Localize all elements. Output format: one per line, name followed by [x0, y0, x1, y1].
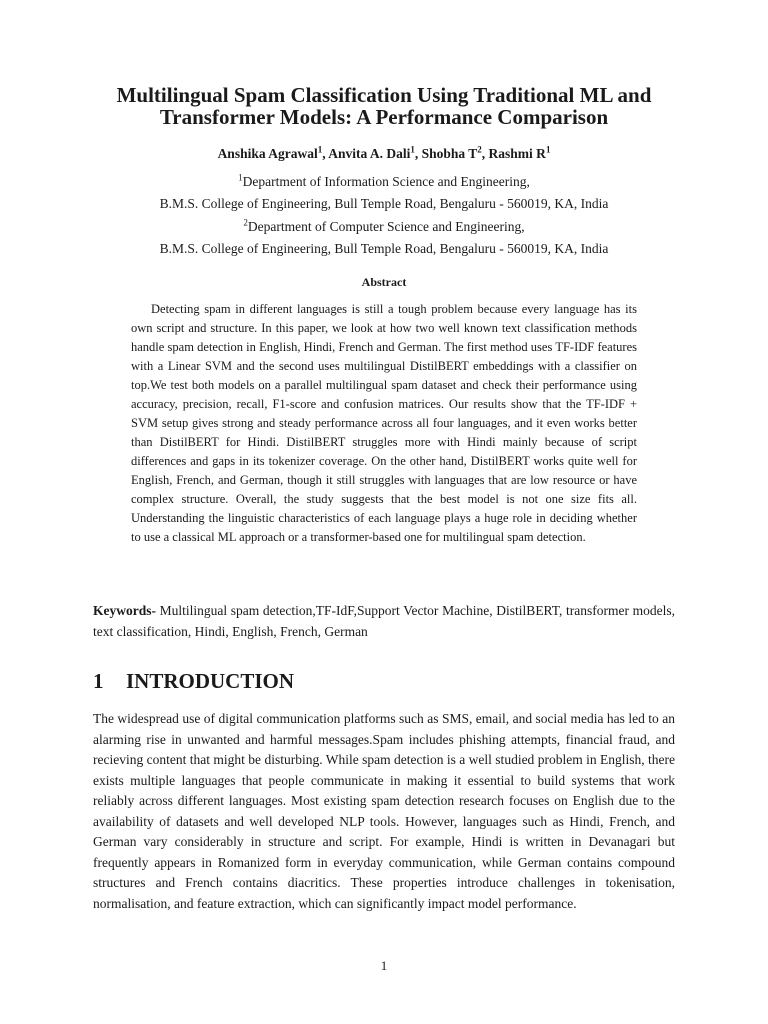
affiliation-1: [60, 171, 708, 215]
affiliation-address: B.M.S. College of Engineering, Bull Temple Road, Bengaluru - 560019, KA, India: [159, 241, 609, 256]
author: [328, 146, 421, 161]
affiliation-2: [60, 216, 708, 260]
paper-title: [60, 84, 708, 128]
author-separator: ,: [414, 146, 422, 161]
author-separator: ,: [481, 146, 489, 161]
section-title: INTRODUCTION: [126, 669, 295, 693]
author-affiliation-marker: 1: [410, 144, 415, 155]
author: [489, 146, 551, 161]
author-affiliation-marker: 2: [477, 144, 482, 155]
affiliation-department: $^2$Department of Computer Science and Engineering,: [243, 217, 525, 234]
affiliation-marker: 1: [238, 172, 243, 183]
keywords: [93, 600, 675, 642]
keywords-label: Keywords-: [93, 603, 156, 618]
author-name: Anvita A. Dali: [328, 146, 411, 161]
abstract-text: Detecting spam in different languages is still a tough problem because every language has its own script and structure. In this paper, we look at how two well known text classification methods handle spam detection in English, Hindi, French and German. The first method uses TF-IDF features with a Linear SVM and the second uses multilingual DistilBERT embeddings with a classifier on top.We test both models on a parallel multilingual spam dataset and check their performance using accuracy, precision, recall, F1-score and confusion matrices. Our results show that the TF-IDF + SVM setup gives strong and steady performance across all four languages, and it even works better than DistilBERT for Hindi. DistilBERT struggles more with Hindi mainly because of script differences and gaps in its tokenizer coverage. On the other hand, DistilBERT works quite well for English, French, and German, though it still struggles with languages that are low resource or have complex structure. Overall, the study suggests that the best model is not one size fits all. Understanding the linguistic characteristics of each language plays a huge role in deciding whether to use a classical ML approach or a transformer-based one for multilingual spam detection.: [131, 302, 637, 544]
author-name: Anshika Agrawal: [217, 146, 318, 161]
author-list: [60, 145, 708, 163]
affiliation-address: B.M.S. College of Engineering, Bull Temple Road, Bengaluru - 560019, KA, India: [159, 196, 609, 211]
author-affiliation-marker: 1: [317, 144, 323, 155]
author: [218, 146, 329, 161]
author-separator: ,: [322, 146, 329, 161]
paper-title-line-2: Transformer Models: A Performance Comparison: [159, 105, 609, 129]
section-heading-introduction: [93, 668, 294, 694]
introduction-paragraph: The widespread use of digital communication platforms such as SMS, email, and social media has led to an alarming rise in unwanted and harmful messages.Spam includes phishing attempts, financial fraud, and recieving content that might be disturbing. While spam detection is a well studied problem in English, there exists multiple languages that people communicate in making it essential to build systems that work reliably across different languages. Most existing spam detection research focuses on English due to the availability of datasets and well developed NLP tools. However, languages such as Hindi, French, and German vary considerably in structure and script. For example, Hindi is written in Devanagari but frequently appears in Romanized form in everyday communication, while German contains compound structures and French contains diacritics. These properties introduce challenges in tokenisation, normalisation, and feature extraction, which can significantly impact model performance.: [93, 711, 675, 911]
section-number: 1: [93, 669, 104, 693]
paper-title-line-1: Multilingual Spam Classification Using Traditional ML and: [116, 83, 652, 107]
author-name: Shobha T: [421, 146, 478, 161]
abstract-heading: Abstract: [361, 275, 407, 289]
page-number: 1: [380, 958, 388, 973]
author: [422, 146, 489, 161]
author-name: Rashmi R: [488, 146, 546, 161]
keywords-text: Multilingual spam detection,TF-IdF,Support Vector Machine, DistilBERT, transformer models, text classification, Hindi, English, French, German: [93, 603, 675, 639]
affiliation-marker: 2: [243, 217, 248, 228]
affiliation-department: $^1$Department of Information Science and Engineering,: [238, 172, 530, 189]
author-affiliation-marker: 1: [545, 144, 551, 155]
